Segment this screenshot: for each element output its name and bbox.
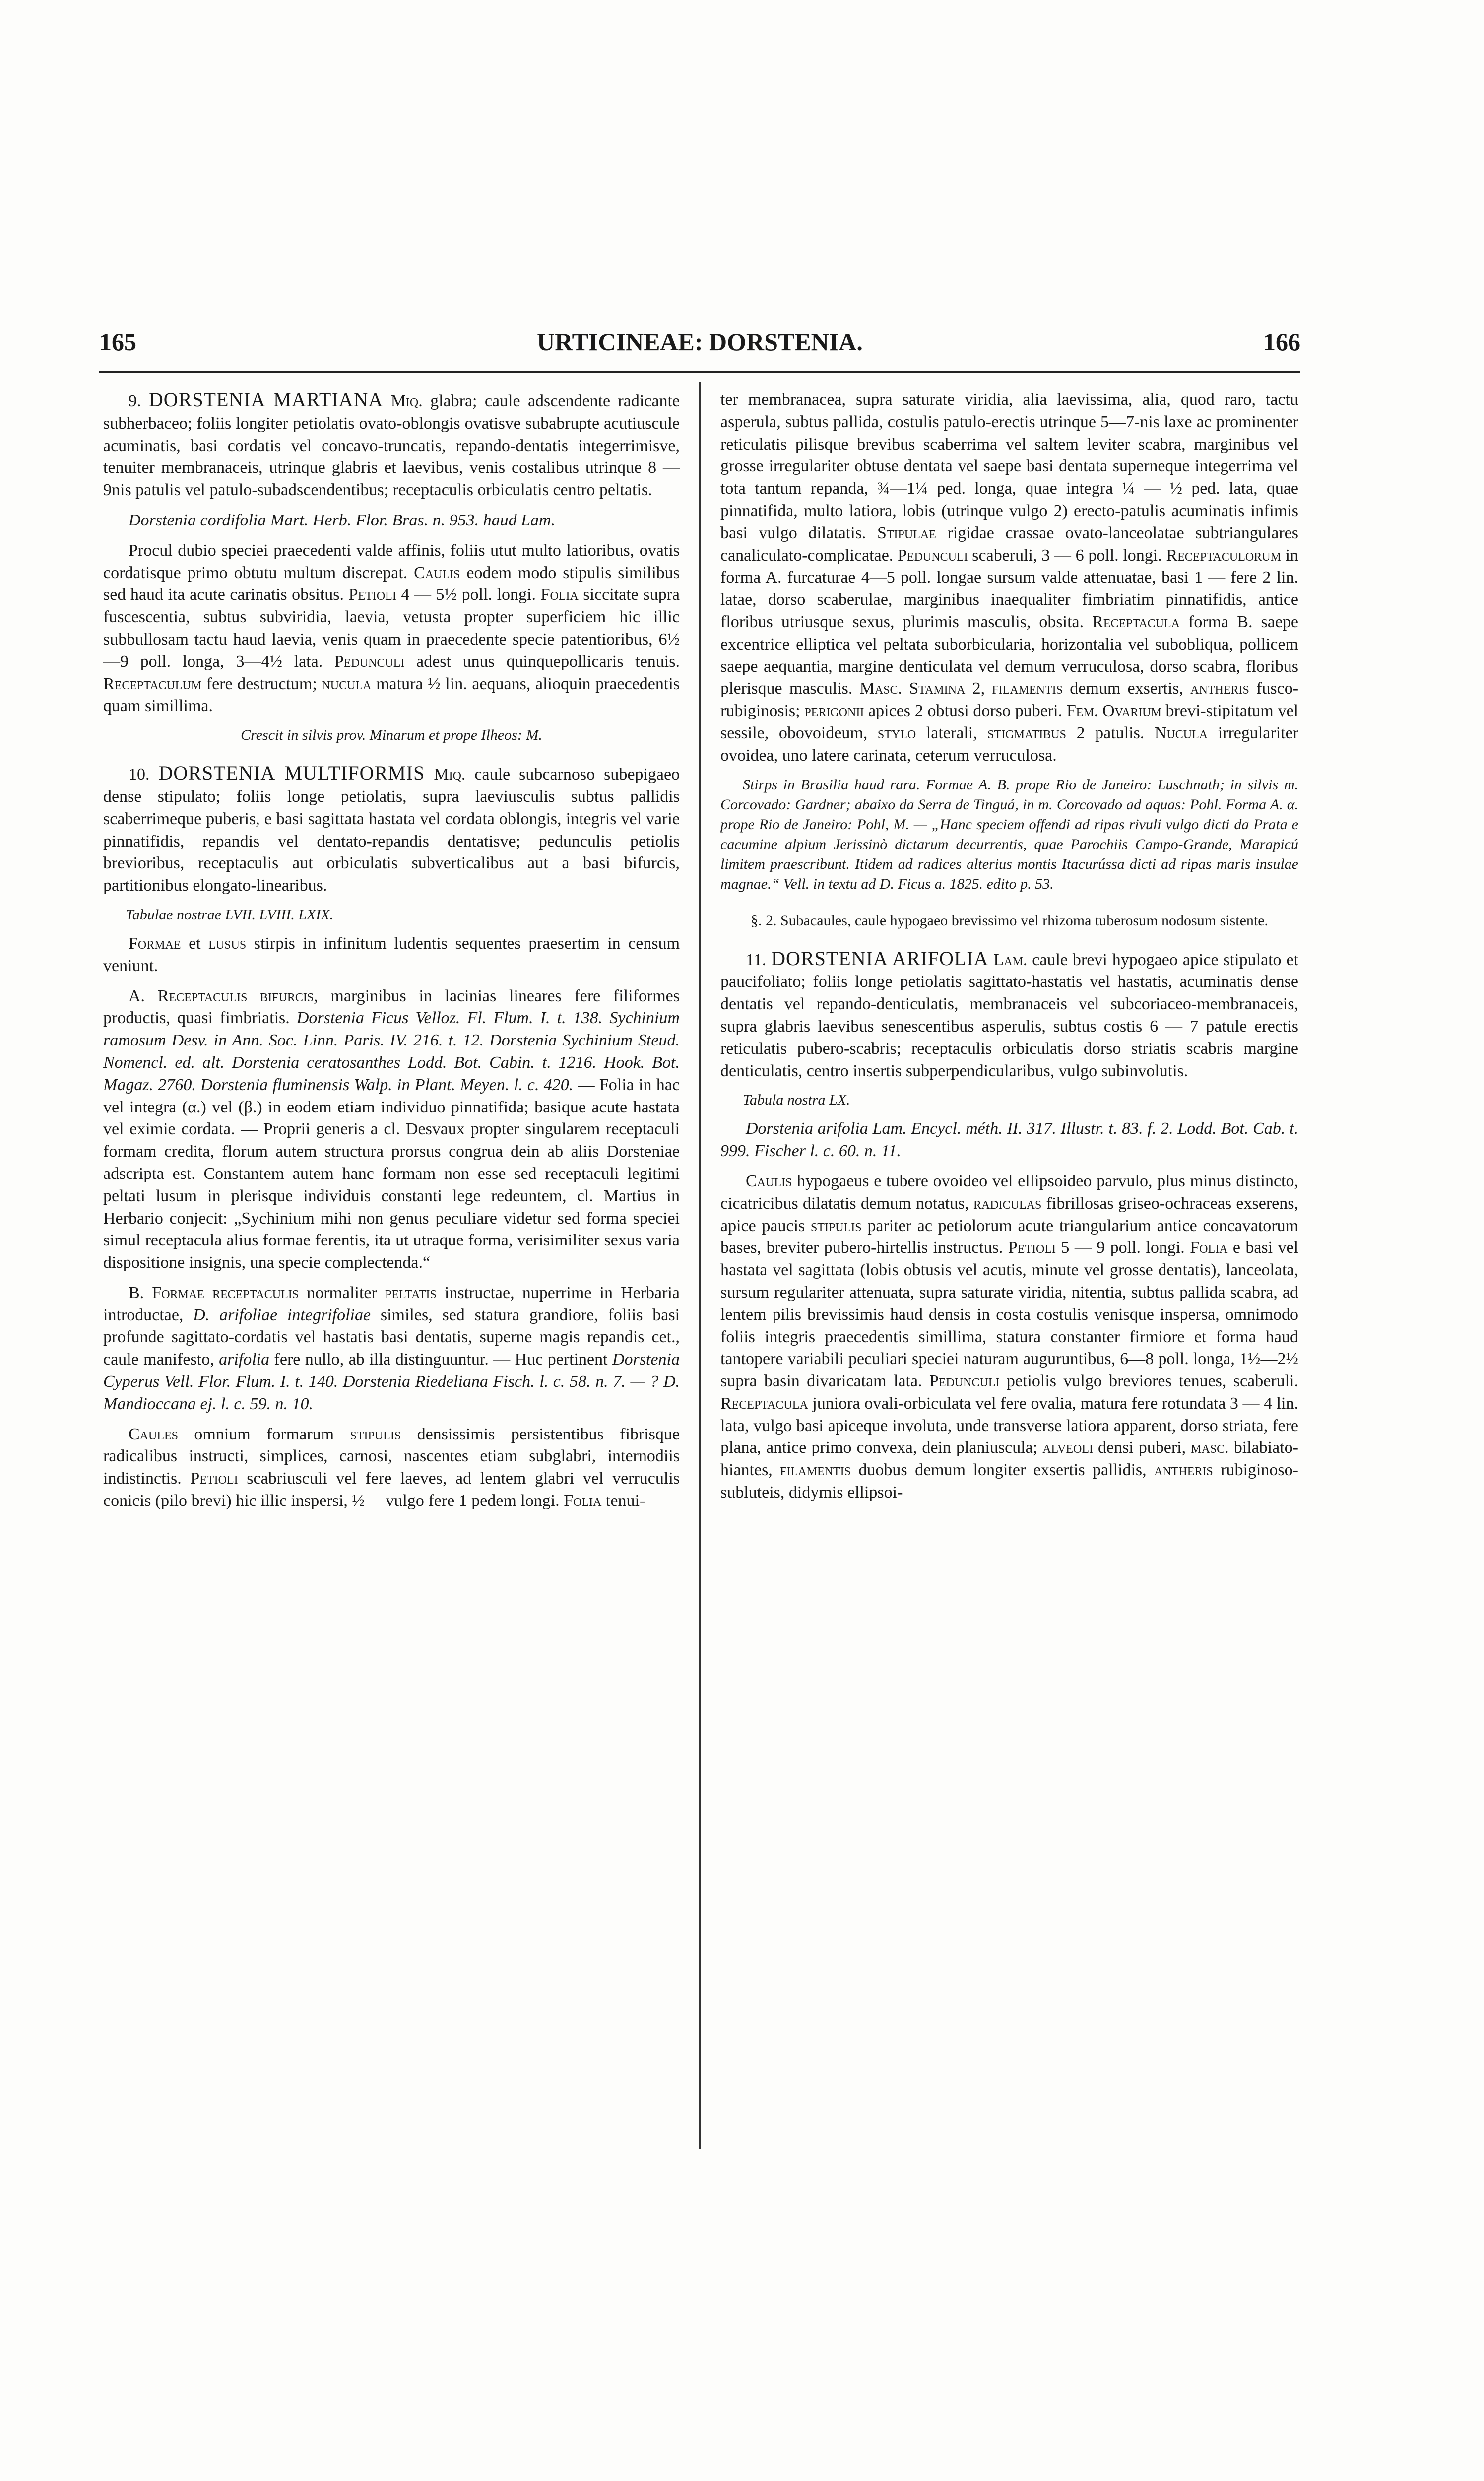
species-9-synonym — [103, 510, 680, 532]
term-nucula-10: Nucula — [1154, 723, 1208, 742]
receptacula-text-11: juniora ovali-orbiculata vel fere ovalia, matura fere rotundata 3 — 4 lin. lata, vulgo basi apiceque involuta, unde transverse latiora apparent, dorso striata, fere plana, antice primo convexa, dein planiuscula; — [720, 1394, 1298, 1457]
ovarium-text: brevi-stipitatum vel sessile, obovoideum, — [720, 702, 1298, 742]
species-11-description: caule brevi hypogaeo apice stipulato et paucifoliato; foliis longe petiolatis sagittato-hastatis vel hastatis, acuminatis dense dentatis vel repando-denticulatis, membranaceis vel subcoriaceo-membranaceis, supra glabris laevibus senescentibus asperulis, subtus costis 6 — 7 patule erectis reticulatis pubero-scabris; receptaculis orbiculatis dorso striatis scabris margine denticulatis, centro insertis subperpendicularibus, vulgo subinvolutis. — [720, 950, 1298, 1080]
term-stamina: Stamina — [909, 679, 966, 698]
term-pedunculi-11: Pedunculi — [929, 1372, 1000, 1391]
section-text: Subacaules, caule hypogaeo brevissimo vel rhizoma tuberosum nodosum sistente. — [780, 912, 1269, 929]
term-formae-receptaculis: Formae receptaculis — [152, 1283, 299, 1302]
term-radiculas: radiculas — [973, 1194, 1042, 1213]
term-peltatis: peltatis — [385, 1283, 437, 1302]
form-b-synonym-2: Dorstenia Cyperus Vell. Flor. Flum. I. t. 140. Dorstenia Riedeliana Fisch. l. c. 58. n. 7. — ? D. Mandioccana ej. l. c. 59. n. 10. — [103, 1350, 680, 1413]
page-number-left: 165 — [99, 328, 136, 356]
term-formae: Formae — [129, 934, 181, 953]
form-b-label: B. — [129, 1283, 144, 1302]
term-stigmatibus: stigmatibus — [987, 723, 1066, 742]
petioli-text-11: 5 — 9 poll. longi. — [1061, 1239, 1185, 1257]
folia-text-11: e basi vel hastata vel sagittata (lobis obtusis vel acutis, minute vel grosse dentatis), lanceolata, sursum regulariter attenuata, supra saturate viridia, nitentia, subtus pallida scabra, ad lentem pilis brevissimis haud densis in costa costulis venisque inspersa, omnimodo foliis integris praecedentis simillima, statura constanter firmiore et forma haud tantopere variabili peculiari speciei naturam auguruntibus, 6—8 poll. longa, 1½—2½ supra basin divaricatam lata. — [720, 1239, 1298, 1391]
term-lusus: lusus — [208, 934, 247, 953]
stamina-text: 2, — [972, 679, 985, 698]
form-a-text: marginibus in lacinias lineares fere filiformes productis, quasi fimbriatis. — [103, 986, 680, 1028]
caules-text-1: omnium formarum — [194, 1425, 334, 1443]
species-9-synonym-text: Dorstenia cordifolia Mart. Herb. Flor. Bras. n. 953. haud Lam. — [129, 511, 556, 529]
term-fem: Fem. — [1066, 702, 1098, 720]
caules-text-2: densissimis persistentibus fibrisque radicalibus instructi, simplices, carnosi, nascentes etiam subglabri, internodiis indistinctis. — [103, 1425, 680, 1488]
species-9-notes — [103, 540, 680, 718]
term-stylo: stylo — [877, 723, 916, 742]
stylo-text: laterali, — [926, 723, 977, 742]
folia-text-10: tenui- — [605, 1492, 645, 1510]
species-11-plate-text: Tabula nostra LX. — [743, 1092, 850, 1109]
species-10-plates — [103, 905, 680, 925]
term-stipulae: Stipulae — [877, 523, 936, 542]
species-11-author: Lam. — [993, 950, 1028, 969]
species-11-description-paragraph — [720, 1171, 1298, 1504]
term-caules: Caules — [129, 1425, 179, 1443]
pedunculi-text-10: scaberuli, 3 — 6 poll. longi. — [972, 546, 1162, 565]
species-11-number: 11. — [746, 950, 767, 969]
term-receptacula: Receptacula — [1092, 612, 1180, 631]
term-caulis-11: Caulis — [746, 1172, 792, 1190]
species-9-diagnosis — [103, 389, 680, 502]
term-perigonii: perigonii — [804, 702, 864, 720]
page-number-right: 166 — [1263, 328, 1300, 356]
species-9-locality-text: Crescit in silvis prov. Minarum et prope Ilheos: M. — [241, 727, 542, 744]
species-10-caules-paragraph — [103, 1424, 680, 1512]
species-9-notes-d: adest unus quinquepollicaris tenuis. — [416, 652, 680, 671]
species-9-notes-a: eodem modo stipulis similibus sed haud ita acute carinatis obsitus. — [103, 563, 680, 604]
term-pedunculi-10: Pedunculi — [898, 546, 968, 565]
species-9-name: DORSTENIA MARTIANA — [148, 389, 384, 411]
term-receptaculorum: Receptaculorum — [1166, 546, 1281, 565]
term-filamentis-11: filamentis — [780, 1461, 851, 1480]
continuation-paragraph — [720, 389, 1298, 767]
species-11-plate — [720, 1090, 1298, 1110]
form-b-text-4: fere nullo, ab illa distinguuntur. — Huc pertinent — [274, 1350, 608, 1369]
term-receptacula-11: Receptacula — [720, 1394, 808, 1413]
receptaculorum-text: in forma A. furcaturae 4—5 poll. longae sursum valde attenuatae, basi 1 — fere 2 lin. latae, dorso scaberulae, marginibus inaequaliter fimbriatim pinnatifidis, antice floribus utriusque sexus, plurimis masculis, obsita. — [720, 546, 1298, 631]
left-column — [103, 382, 680, 2149]
term-stipulis-11: stipulis — [810, 1216, 862, 1235]
term-filamentis: filamentis — [992, 679, 1063, 698]
form-b-text-3: similes, sed statura grandiore, foliis basi profunde sagittato-cordatis vel hastatis basi dentatis, superne magis repandis cet., caule manifesto, — [103, 1306, 680, 1369]
term-ovarium: Ovarium — [1102, 702, 1161, 720]
species-9-locality — [103, 725, 680, 745]
species-9-description: glabra; caule adscendente radicante subherbaceo; foliis longiter petiolatis ovato-oblongis ovatisve subabrupte acutiuscule acuminatis, basi cordatis vel concavo-truncatis, repando-dentatis integerrimisve, tenuiter membranaceis, utrinque glabris et laevibus, venis costalibus utrinque 8 — 9nis patulis vel patulo-subadscendentibus; receptaculis orbiculatis centro peltatis. — [103, 392, 680, 500]
species-10-diagnosis — [103, 762, 680, 897]
pedunculi-text-11: petiolis vulgo breviores tenues, scaberuli. — [1006, 1372, 1298, 1391]
form-b-paragraph — [103, 1282, 680, 1416]
alveoli-text: densi puberi, — [1097, 1438, 1186, 1457]
antheris-text: fusco-rubiginosis; — [720, 679, 1298, 720]
petioli-text-10: scabriusculi vel fere laeves, ad lentem glabri vel verruculis conicis (pilo brevi) hic illic inspersi, ½— vulgo fere 1 pedem longi. — [103, 1469, 680, 1510]
species-9-notes-b: 4 — 5½ poll. longi. — [401, 586, 536, 604]
term-caulis: Caulis — [414, 563, 460, 582]
species-10-plates-text: Tabulae nostrae LVII. LVIII. LXIX. — [126, 906, 334, 923]
perigonii-text: apices 2 obtusi dorso puberi. — [868, 702, 1063, 720]
species-9-notes-lead: Procul dubio speciei praecedenti valde affinis, foliis utut multo latioribus, ovatis cordatisque primo obtutu multum discrepat. — [103, 541, 680, 582]
filamentis-text: demum exsertis, — [1070, 679, 1183, 698]
species-9-author: Miq. — [390, 392, 423, 410]
form-a-synonyms: Dorstenia Ficus Velloz. Fl. Flum. I. t. 138. Sychinium ramosum Desv. in Ann. Soc. Linn. Paris. IV. 216. t. 12. Dorstenia Sychinium Steud. Nomencl. ed. alt. Dorstenia ceratosanthes Lodd. Bot. Cabin. t. 1216. Hook. Bot. Magaz. 2760. Dorstenia fluminensis Walp. in Plant. Meyen. l. c. 420. — [103, 1009, 680, 1094]
term-folia: Folia — [540, 586, 579, 604]
term-receptaculum: Receptaculum — [103, 674, 202, 693]
species-11-synonyms — [720, 1118, 1298, 1163]
running-header — [99, 327, 1300, 367]
stipulae-text: rigidae crassae ovato-lanceolatae subtriangulares canaliculato-complicatae. — [720, 523, 1298, 565]
species-10-locality-text: Stirps in Brasilia haud rara. Formae A. B. prope Rio de Janeiro: Luschnath; in silvis m. Corcovado: Gardner; abaixo da Serra de Tinguá, in m. Corcovado ad aquas: Pohl. Forma A. α. prope Rio de Janeiro: Pohl, M. — „Hanc speciem offendi ad ripas rivuli vulgo dicti da Prata e cacumine alpium Jerissinò dictarum decurrentis, quae Parochiis Campo-Grande, Marapicú limitem praescribunt. Itidem ad radices alterius montis Itacurússa dicti ad ripas maris insulae magnae.“ Vell. in textu ad D. Ficus a. 1825. edito p. 53. — [720, 776, 1298, 892]
word-et: et — [189, 934, 201, 953]
term-petioli: Petioli — [348, 586, 396, 604]
stigmatibus-text: 2 patulis. — [1076, 723, 1145, 742]
column-rule — [699, 382, 701, 2149]
term-pedunculi: Pedunculi — [334, 652, 405, 671]
species-9-number: 9. — [129, 392, 141, 410]
receptacula-text: forma B. saepe excentrice elliptica vel peltata suborbicularia, horizontalia vel subobliqua, pollicem saepe aequantia, margine denticulata vel demum verruculosa, dorso scabra, floribus plerisque masculis. — [720, 612, 1298, 698]
caulis-text-11: hypogaeus e tubere ovoideo vel ellipsoideo parvulo, plus minus distincto, cicatricibus dilatatis demum notatus, — [720, 1172, 1298, 1213]
species-10-author: Miq. — [434, 765, 466, 784]
form-a-discussion: — Folia in hac vel integra (α.) vel (β.) in eodem etiam individuo pinnatifida; basique acute hastata vel eximie cordata. — Proprii generis a cl. Desvaux propter singularem receptaculi formam credita, florum autem structura prorsus congrua dein ab aliis Dorsteniae adscripta est. Constantem autem hanc formam non esse sed receptaculi legitimi peltati lusum in plerisque individuis constanti lege redeuntem, cl. Martius in Herbario conjecit: „Sychinium mihi non genus peculiare videtur sed forma speciei simul receptacula alius formae ferentis, ita ut utraque forma, verisimiliter sexus varia dispositione insignis, una specie complectenda.“ — [103, 1075, 680, 1272]
section-label: §. 2. — [750, 912, 777, 929]
masc-text-11: bilabiato-hiantes, — [720, 1438, 1298, 1480]
section-heading — [720, 911, 1298, 931]
term-petioli-11: Petioli — [1008, 1239, 1056, 1257]
form-b-synonym-0: D. arifoliae integrifoliae — [193, 1306, 371, 1324]
species-10-number: 10. — [129, 765, 150, 784]
species-10-name: DORSTENIA MULTIFORMIS — [158, 762, 425, 784]
species-9-notes-e: fere destructum; — [206, 674, 317, 693]
species-10-locality — [720, 775, 1298, 894]
species-10-forms-intro — [103, 933, 680, 978]
right-column — [720, 382, 1298, 2149]
stipulis-text-11: pariter ac petiolorum acute triangularium antice concavatorum bases, breviter pubero-hirtellis instructus. — [720, 1216, 1298, 1257]
continuation-text: ter membranacea, supra saturate viridia, alia laevissima, alia, quod raro, tactu asperula, subtus pallida, costulis patulo-erectis utrinque 5—7-nis laxe ac prominenter reticulatis pilisque brevibus scaberrima vel saltem leviter scabra, marginibus vel grosse irregulariter obtuse dentata vel saepe basi dentata superneque integerrima vel tota tantum repanda, ¾—1¼ ped. longa, quae integra ¼ — ½ ped. lata, quae pinnatifida, multo latiora, lobis (utrinque vulgo 2) erecto-patulis acuminatis infimis basi vulgo dilatatis. — [720, 391, 1298, 542]
term-antheris: antheris — [1190, 679, 1249, 698]
form-a-paragraph — [103, 985, 680, 1274]
species-11-synonyms-text: Dorstenia arifolia Lam. Encycl. méth. II. 317. Illustr. t. 83. f. 2. Lodd. Bot. Cab. t. 999. Fischer l. c. 60. n. 11. — [720, 1119, 1298, 1161]
term-nucula: nucula — [322, 674, 372, 693]
form-b-text-1: normaliter — [307, 1283, 377, 1302]
term-masc: Masc. — [859, 679, 903, 698]
radiculas-text: fibrillosas griseo-ochraceas exserens, apice paucis — [720, 1194, 1298, 1235]
filamentis-text-11: duobus demum longiter exsertis pallidis, — [858, 1461, 1147, 1480]
term-stipulis: stipulis — [350, 1425, 401, 1443]
species-11-diagnosis — [720, 948, 1298, 1083]
species-9-notes-c: siccitate supra fuscescentia, subtus subviridia, laevia, vetusta propter superficiem hic illic subbullosam tactu haud laevia, venis quam in praecedente specie patentioribus, 6½—9 poll. longa, 3—4½ lata. — [103, 586, 680, 671]
forms-intro-text: stirpis in infinitum ludentis sequentes praesertim in censum veniunt. — [103, 934, 680, 975]
species-11-name: DORSTENIA ARIFOLIA — [771, 947, 989, 970]
term-folia-11: Folia — [1190, 1239, 1228, 1257]
header-rule — [99, 371, 1300, 373]
antheris-text-11: rubiginoso-subluteis, didymis ellipsoi- — [720, 1461, 1298, 1502]
term-antheris-11: antheris — [1154, 1461, 1213, 1480]
term-masc-11: masc. — [1191, 1438, 1229, 1457]
nucula-text-10: irregulariter ovoidea, uno latere carinata, ceterum verruculosa. — [720, 723, 1298, 765]
term-receptaculis-bifurcis: Receptaculis bifurcis, — [157, 986, 318, 1005]
running-title: URTICINEAE: DORSTENIA. — [537, 328, 863, 356]
form-b-synonym-1: arifolia — [219, 1350, 270, 1369]
term-petioli-10: Petioli — [190, 1469, 238, 1488]
form-b-text-2: instructae, nuperrime in Herbaria introductae, — [103, 1283, 680, 1324]
species-9-notes-f: matura ½ lin. aequans, alioquin praecedentis quam simillima. — [103, 674, 680, 716]
term-folia-10: Folia — [564, 1492, 602, 1510]
species-10-description: caule subcarnoso subepigaeo dense stipulato; foliis longe petiolatis, supra laeviusculis subtus pallidis scaberrimeque puberis, e basi sagittata hastata vel cordata oblongis, integris vel varie pinnatifidis, repandis vel dentato-repandis dentatisve; pedunculis petiolis brevioribus, receptaculis aut orbiculatis subverticalibus aut a basi bifurcis, partitionibus elongato-linearibus. — [103, 765, 680, 895]
form-a-label: A. — [129, 986, 145, 1005]
term-alveoli: alveoli — [1042, 1438, 1093, 1457]
